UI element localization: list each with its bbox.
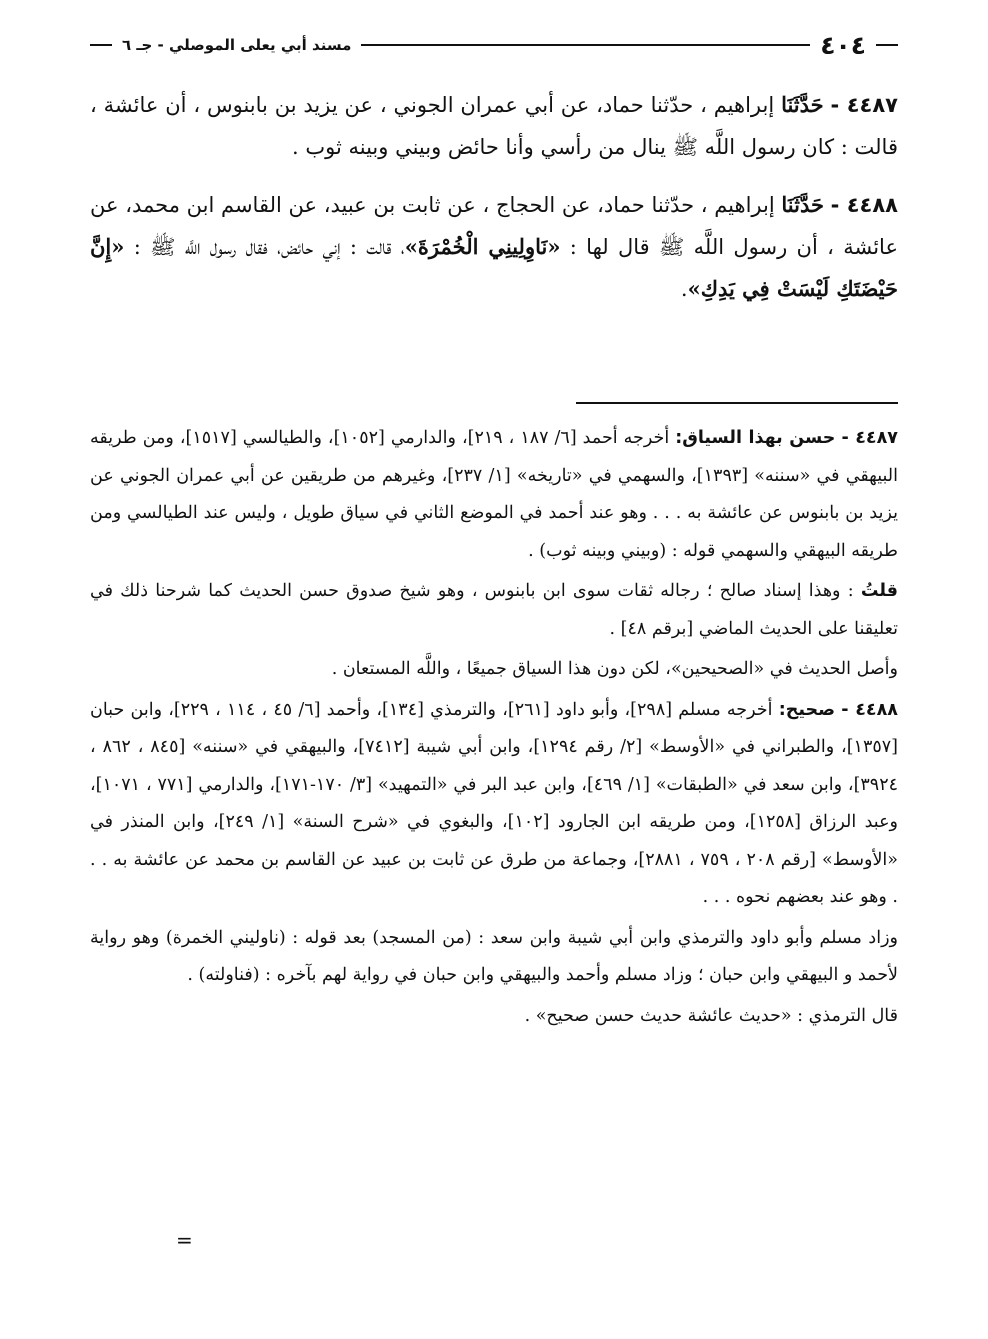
footnote-text: أخرجه مسلم [٢٩٨]، وأبو داود [٢٦١]، والترمذي [١٣٤]، وأحمد [٦/ ٤٥ ، ١١٤ ، ٢٢٩]، وابن حبان [١٣٥٧]، والطبراني في «الأوسط» [٢/ رقم ١٢٩٤]، وابن أبي شيبة [٧٤١٢]، والبيهقي في «سننه» [٨٤٥ ، ٨٦٢ ، ٣٩٢٤]، وابن سعد في «الطبقات» [١/ ٤٦٩]، وابن عبد البر في «التمهيد» [٣/ ١٧٠-١٧١]، والدارمي [٧٧١ ، ١٠٧١]، وعبد الرزاق [١٢٥٨]، ومن طريقه ابن الجارود [١٠٢]، والبغوي في «شرح السنة» [١/ ٢٤٩]، وابن المنذر في «الأوسط» [رقم ٢٠٨ ، ٧٥٩ ، ٢٨٨١]، وجماعة من طرق عن ثابت بن عبيد عن القاسم بن محمد عن عائشة به . . . وهو عند بعضهم نحوه . . . xyxy=(90,699,898,907)
hadith-4487 xyxy=(90,84,898,168)
hadith-text: . xyxy=(680,277,688,301)
footnote-divider xyxy=(576,402,898,404)
footnote-tirmidhi xyxy=(90,998,898,1036)
hadith-text: إبراهيم ، حدّثنا حماد، عن الحجاج ، عن ثابت بن عبيد، عن القاسم ابن محمد، عن عائشة ، أن رسول اللَّه ﷺ قال لها : xyxy=(90,193,898,259)
footnote-grade: حسن بهذا السياق: xyxy=(675,428,836,448)
main-text xyxy=(90,84,898,326)
book-title: مسند أبي يعلى الموصلي - جـ ٦ xyxy=(122,36,352,54)
header-dash-right xyxy=(876,44,898,46)
hadith-lead: حَدَّثَنَا xyxy=(781,192,824,217)
hadith-quote: «نَاوِلِينِي الْخُمْرَةَ» xyxy=(404,234,561,259)
footnote-number: ٤٤٨٧ - xyxy=(841,428,898,448)
hadith-text: إبراهيم ، حدّثنا حماد، عن أبي عمران الجوني ، عن يزيد بن بابنوس ، أن عائشة ، قالت : كان رسول اللَّه ﷺ ينال من رأسي وأنا حائض وبيني وبينه ثوب . xyxy=(90,93,898,159)
header-rule xyxy=(361,44,810,46)
hadith-number: ٤٤٨٧ - xyxy=(830,93,898,117)
hadith-quote: «إِنَّ حَيْضَتَكِ لَيْسَتْ فِي يَدِكِ» xyxy=(90,234,898,301)
page-number: ٤٠٤ xyxy=(820,30,866,60)
footnote-grade: صحيح: xyxy=(778,699,835,720)
footnote-number: ٤٤٨٨ - xyxy=(841,699,898,720)
continuation-mark: = xyxy=(176,1228,193,1252)
footnote-comment-lead: قلتُ xyxy=(860,581,898,601)
header-dash-left xyxy=(90,44,112,46)
footnote-text: وزاد مسلم وأبو داود والترمذي وابن أبي شيبة وابن سعد : (من المسجد) بعد قوله : (ناوليني الخمرة) وهو رواية لأحمد و البيهقي وابن حبان ؛ وزاد مسلم وأحمد والبيهقي وابن حبان في رواية لهم بآخره : (فناولته) . xyxy=(90,927,898,985)
footnote-text: : وهذا إسناد صالح ؛ رجاله ثقات سوى ابن بابنوس ، وهو شيخ صدوق حسن الحديث كما شرحنا ذلك في تعليقنا على الحديث الماضي [برقم ٤٨] . xyxy=(90,581,898,639)
footnotes xyxy=(90,420,898,1038)
footnote-origin xyxy=(90,651,898,689)
hadith-text: ، قالت : إني حائض، فقال رسول اللَّه ﷺ : xyxy=(133,235,405,259)
hadith-4488 xyxy=(90,184,898,310)
footnote-text: وأصل الحديث في «الصحيحين»، لكن دون هذا السياق جميعًا ، واللَّه المستعان . xyxy=(331,659,898,679)
footnote-4487 xyxy=(90,420,898,570)
footnote-4488 xyxy=(90,692,898,917)
footnote-additions xyxy=(90,920,898,995)
footnote-comment xyxy=(90,573,898,648)
running-header xyxy=(90,28,898,62)
footnote-text: أخرجه أحمد [٦/ ١٨٧ ، ٢١٩]، والدارمي [١٠٥٢]، والطيالسي [١٥١٧]، ومن طريقه البيهقي في «سننه» [١٣٩٣]، والسهمي في «تاريخه» [١/ ٢٣٧]، وغيرهم من طريقين عن أبي عمران الجوني عن يزيد بن بابنوس عن عائشة به . . . وهو عند أحمد في الموضع الثاني في سياق طويل ، وليس عند الطيالسي ومن طريقه البيهقي والسهمي قوله : (وبيني وبينه ثوب) . xyxy=(90,428,898,561)
hadith-lead: حَدَّثَنَا xyxy=(781,92,824,117)
hadith-number: ٤٤٨٨ - xyxy=(830,193,898,217)
footnote-text: قال الترمذي : «حديث عائشة حديث حسن صحيح» . xyxy=(524,1005,898,1026)
